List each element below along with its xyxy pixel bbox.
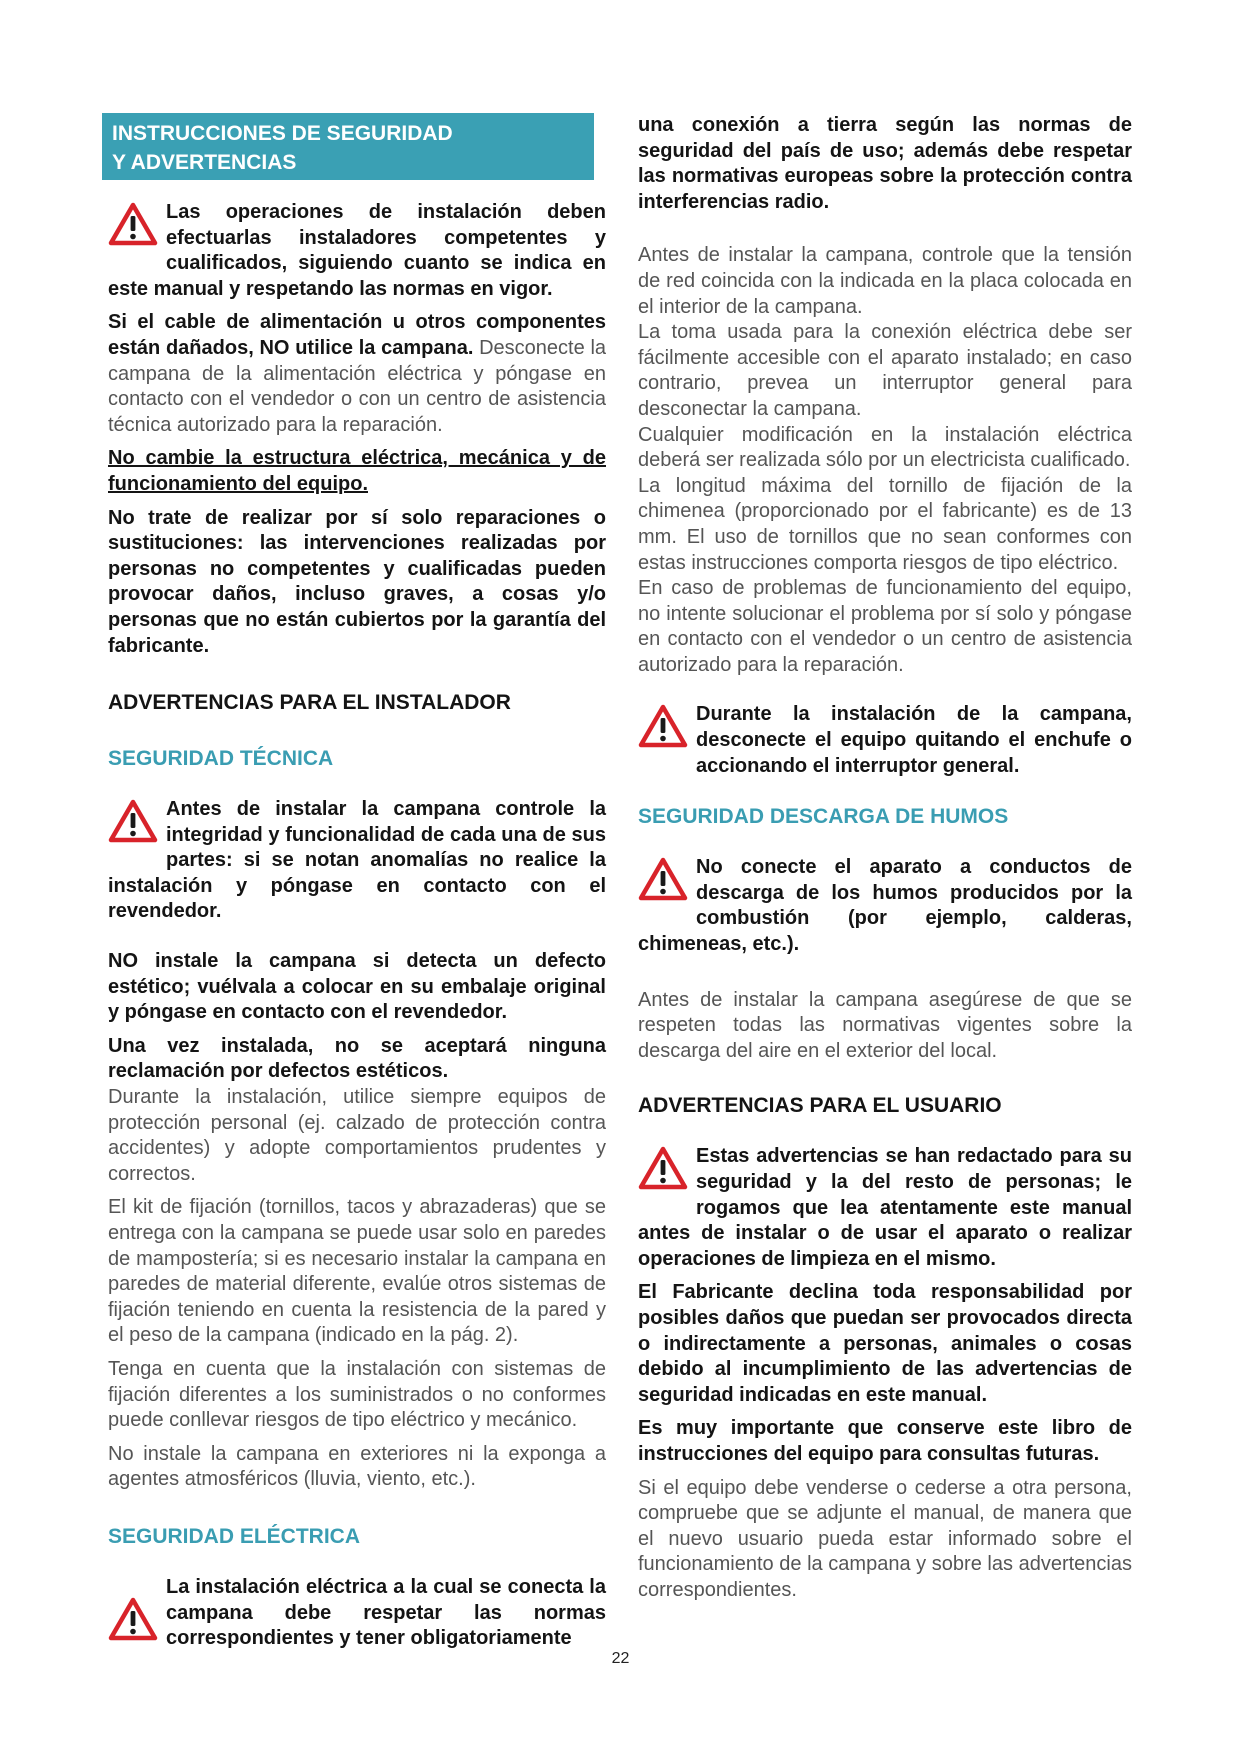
warning-triangle-icon [108, 799, 166, 851]
air-discharge-paragraph: Antes de instalar la campana asegúrese de que se respeten todas las normativas vigentes sobre la descarga del aire en el exterior del local. [638, 988, 1132, 1062]
screw-length-paragraph: La longitud máxima del tornillo de fijación de la chimenea (proporcionado por el fabricante) es de 13 mm. El uso de tornillos que no sean conformes con estas instrucciones comporta riesgos de tipo eléctrico. [638, 474, 1132, 574]
left-column [108, 113, 606, 1652]
resale-paragraph: Si el equipo debe venderse o cederse a otra persona, compruebe que se adjunte el manual, de manera que el nuevo usuario pueda estar informado sobre el funcionamiento de la campana y sobre las advertencias correspondientes. [638, 1476, 1132, 1601]
warning-text: No conecte el aparato a conductos de descarga de los humos producidos por la combustión (por ejemplo, calderas, chimeneas, etc.). [638, 856, 1132, 956]
warning-triangle-icon [638, 1146, 696, 1198]
warning-integrity [108, 797, 606, 925]
warning-text: Estas advertencias se han redactado para su seguridad y la del resto de personas; le rogamos que lea atentamente este manual antes de instalar o de usar el aparato o realizar operaciones de limpieza en el mismo. [638, 1145, 1132, 1270]
heading-user: ADVERTENCIAS PARA EL USUARIO [638, 1094, 1002, 1118]
keep-manual-paragraph: Es muy importante que conserve este libro de instrucciones del equipo para consultas futuras. [638, 1417, 1132, 1465]
warning-user [638, 1144, 1132, 1272]
modification-paragraph: Cualquier modificación en la instalación eléctrica deberá ser realizada sólo por un electricista cualificado. [638, 423, 1132, 472]
banner-line-1: INSTRUCCIONES DE SEGURIDAD [112, 122, 453, 145]
fixing-risks-paragraph: Tenga en cuenta que la instalación con sistemas de fijación diferentes a los suministrados o no conformes puede conllevar riesgos de tipo eléctrico y mecánico. [108, 1357, 606, 1432]
warning-electrical [108, 1575, 606, 1652]
outdoor-paragraph: No instale la campana en exteriores ni la exponga a agentes atmosféricos (lluvia, viento, etc.). [108, 1442, 606, 1491]
damaged-cable-paragraph: Si el cable de alimentación u otros componentes están dañados, NO utilice la campana. Desconecte la campana de la alimentación eléctrica y póngase en contacto con el vendedor o con un centro de asistencia técnica autorizado para la reparación. [108, 311, 607, 436]
no-change-structure: No cambie la estructura eléctrica, mecánica y de funcionamiento del equipo. [108, 447, 606, 495]
warning-installers [108, 200, 606, 302]
ppe-paragraph: Durante la instalación, utilice siempre equipos de protección personal (ej. calzado de protección contra accidentes) y adopte comportamientos prudentes y correctos. [108, 1086, 606, 1185]
right-column [638, 113, 1132, 1604]
section-banner [102, 113, 594, 180]
warning-triangle-icon [108, 1597, 166, 1649]
warning-text: Las operaciones de instalación deben efectuarlas instaladores competentes y cualificados, siguiendo cuanto se indica en este manual y respetando las normas en vigor. [108, 201, 606, 300]
heading-technical-safety: SEGURIDAD TÉCNICA [108, 747, 334, 771]
warning-triangle-icon [638, 857, 696, 909]
malfunction-paragraph: En caso de problemas de funcionamiento del equipo, no intente solucionar el problema por sí solo y póngase en contacto con el vendedor o un centro de asistencia autorizado para la reparación. [638, 577, 1132, 676]
heading-installer: ADVERTENCIAS PARA EL INSTALADOR [108, 691, 511, 715]
liability-paragraph: El Fabricante declina toda responsabilidad por posibles daños que puedan ser provocados directa o indirectamente a personas, animales o cosas debido al incumplimiento de las advertencias de seguridad indicadas en este manual. [638, 1281, 1132, 1406]
warning-smoke [638, 855, 1132, 957]
fixing-kit-paragraph: El kit de fijación (tornillos, tacos y abrazaderas) que se entrega con la campana se puede usar solo en paredes de mampostería; si es necesario instalar la campana en paredes de material diferente, evalúe otros sistemas de fijación teniendo en cuenta la resistencia de la pared y el peso de la campana (indicado en la pág. 2). [108, 1196, 606, 1347]
warning-text: Durante la instalación de la campana, desconecte el equipo quitando el enchufe o accionando el interruptor general. [696, 703, 1132, 777]
warning-text: Antes de instalar la campana controle la integridad y funcionalidad de cada una de sus partes: si se notan anomalías no realice la instalación y póngase en contacto con el revendedor. [108, 798, 606, 923]
banner-line-2: Y ADVERTENCIAS [112, 151, 297, 174]
socket-paragraph: La toma usada para la conexión eléctrica debe ser fácilmente accesible con el aparato instalado; en caso contrario, prevea un interruptor general para desconectar la campana. [638, 321, 1132, 420]
heading-smoke-safety: SEGURIDAD DESCARGA DE HUMOS [638, 805, 1009, 829]
page-number: 22 [611, 1650, 630, 1667]
no-claims-paragraph: Una vez instalada, no se aceptará ninguna reclamación por defectos estéticos. [108, 1034, 606, 1083]
warning-triangle-icon [108, 202, 166, 254]
voltage-paragraph: Antes de instalar la campana, controle que la tensión de red coincida con la indicada en la placa colocada en el interior de la campana. [638, 244, 1132, 318]
warning-triangle-icon [638, 704, 696, 756]
warning-disconnect [638, 702, 1132, 779]
heading-electrical-safety: SEGURIDAD ELÉCTRICA [108, 1524, 361, 1548]
warning-text: La instalación eléctrica a la cual se conecta la campana debe respetar las normas correspondientes y tener obligatoriamente [166, 1575, 606, 1650]
no-repairs-paragraph: No trate de realizar por sí solo reparaciones o sustituciones: las intervenciones realizadas por personas no competentes y cualificadas pueden provocar daños, incluso graves, a cosas y/o personas que no están cubiertos por la garantía del fabricante. [108, 506, 606, 657]
aesthetic-defect-paragraph: NO instale la campana si detecta un defecto estético; vuélvala a colocar en su embalaje original y póngase en contacto con el revendedor. [108, 950, 606, 1024]
earth-connection-paragraph: una conexión a tierra según las normas de seguridad del país de uso; además debe respetar las normativas europeas sobre la protección contra interferencias radio. [638, 114, 1132, 213]
